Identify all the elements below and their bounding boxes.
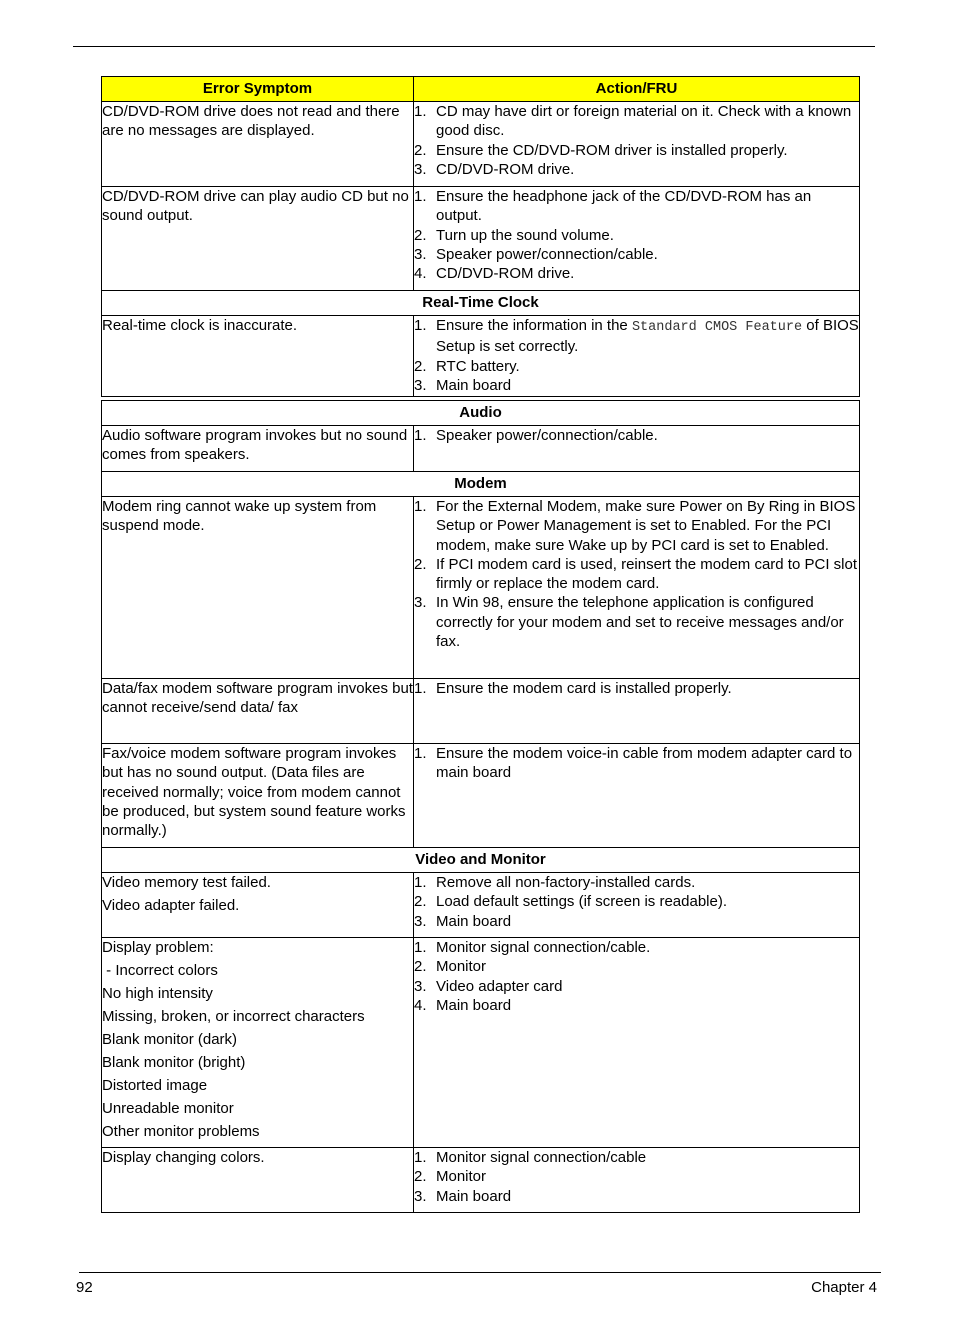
- action-list: [414, 1148, 859, 1206]
- table-row: [102, 187, 860, 291]
- symptom-cell: [102, 873, 414, 938]
- list-item: 1. Ensure the headphone jack of the CD/DVD-ROM has an output.: [414, 188, 812, 225]
- section-title-audio: Audio: [102, 401, 860, 426]
- chapter-label: Chapter 4: [811, 1279, 877, 1296]
- list-item: 3. Main board: [414, 912, 512, 930]
- list-item: 3. In Win 98, ensure the telephone application is configured correctly for your modem and set to receive messages and/or fax.: [414, 594, 844, 651]
- action-cell: [414, 938, 860, 1148]
- action-cell: [414, 316, 860, 397]
- table-row: [102, 1148, 860, 1213]
- symptom-text: Blank monitor (dark): [102, 1030, 238, 1048]
- action-cell: [414, 679, 860, 744]
- list-item: 2. Monitor: [414, 1168, 487, 1186]
- header-rule: [73, 46, 875, 47]
- list-item: 3. Main board: [414, 1187, 512, 1205]
- list-item: 3. Speaker power/connection/cable.: [414, 245, 658, 263]
- symptom-text: Missing, broken, or incorrect characters: [102, 1007, 365, 1025]
- column-header-action: Action/FRU: [414, 77, 860, 102]
- list-item: 3. CD/DVD-ROM drive.: [414, 160, 575, 178]
- table-row: [102, 744, 860, 848]
- symptom-cell: [102, 316, 414, 397]
- symptom-text: Display problem:: [102, 939, 214, 956]
- table-row: [102, 873, 860, 938]
- table-row: [102, 679, 860, 744]
- list-item: 1. For the External Modem, make sure Power on By Ring in BIOS Setup or Power Management is set to Enabled. For the PCI modem, make sure Wake up by PCI card is set to Enabled.: [414, 498, 856, 554]
- symptom-text: No high intensity: [102, 984, 213, 1002]
- symptom-text: Modem ring cannot wake up system from suspend mode.: [102, 498, 377, 535]
- symptom-cell: [102, 102, 414, 187]
- list-item: 1. Speaker power/connection/cable.: [414, 427, 658, 444]
- symptom-cell: [102, 426, 414, 472]
- action-cell: [414, 744, 860, 848]
- section-title-rtc: Real-Time Clock: [102, 291, 860, 316]
- section-row: [102, 848, 860, 873]
- table-row: [102, 938, 860, 1148]
- table-header-row: [102, 77, 860, 102]
- symptom-cell: [102, 679, 414, 744]
- action-cell: [414, 1148, 860, 1213]
- list-item: 2. Monitor: [414, 958, 487, 976]
- action-cell: [414, 102, 860, 187]
- action-cell: [414, 187, 860, 291]
- section-row: [102, 472, 860, 497]
- list-item: 3. Main board: [414, 376, 512, 394]
- symptom-text: - Incorrect colors: [102, 961, 218, 979]
- page-number: 92: [76, 1279, 93, 1296]
- symptom-text: Fax/voice modem software program invokes but has no sound output. (Data files are received normally; voice from modem cannot be produced, but system sound feature works normally.): [102, 745, 406, 840]
- action-cell: [414, 873, 860, 938]
- symptom-cell: [102, 497, 414, 679]
- list-item: 2. If PCI modem card is used, reinsert the modem card to PCI slot firmly or replace the modem card.: [414, 555, 857, 593]
- list-item: 2. RTC battery.: [414, 357, 520, 375]
- list-item: 2. Ensure the CD/DVD-ROM driver is installed properly.: [414, 141, 788, 159]
- action-list: [414, 497, 859, 651]
- symptom-text: Video adapter failed.: [102, 896, 240, 914]
- section-title-modem: Modem: [102, 472, 860, 497]
- symptom-text: Data/fax modem software program invokes but cannot receive/send data/ fax: [102, 680, 413, 717]
- bios-menu-name: Standard CMOS Feature: [631, 320, 803, 335]
- action-list: [414, 426, 859, 445]
- section-row: [102, 291, 860, 316]
- symptom-text: Audio software program invokes but no sound comes from speakers.: [102, 427, 408, 464]
- list-item: 1. Ensure the information in the Standard CMOS Feature of BIOS Setup is set correctly.: [414, 317, 859, 356]
- symptom-cell: [102, 1148, 414, 1213]
- action-list: [414, 187, 859, 283]
- symptom-text: Unreadable monitor: [102, 1099, 234, 1117]
- action-list: [414, 938, 859, 1015]
- troubleshooting-table: [101, 76, 860, 1213]
- table-row: [102, 426, 860, 472]
- list-item: 3. Video adapter card: [414, 977, 563, 995]
- column-header-symptom: Error Symptom: [102, 77, 414, 102]
- list-item: 1. Remove all non-factory-installed cards.: [414, 874, 696, 891]
- action-list: [414, 744, 859, 783]
- list-item: 2. Turn up the sound volume.: [414, 226, 614, 244]
- footer-rule: [79, 1272, 881, 1273]
- list-item: 4. CD/DVD-ROM drive.: [414, 265, 575, 283]
- symptom-text: Display changing colors.: [102, 1149, 265, 1166]
- symptom-cell: [102, 744, 414, 848]
- action-list: [414, 679, 859, 698]
- section-title-video: Video and Monitor: [102, 848, 860, 873]
- action-list: [414, 873, 859, 931]
- symptom-text: Distorted image: [102, 1076, 208, 1094]
- symptom-text: CD/DVD-ROM drive can play audio CD but no sound output.: [102, 188, 409, 225]
- list-item: 1. Monitor signal connection/cable: [414, 1149, 647, 1166]
- symptom-text: CD/DVD-ROM drive does not read and there are no messages are displayed.: [102, 103, 400, 140]
- list-item: 1. Ensure the modem voice-in cable from modem adapter card to main board: [414, 745, 853, 782]
- symptom-text: Blank monitor (bright): [102, 1053, 246, 1071]
- table-row: [102, 497, 860, 679]
- symptom-text: Video memory test failed.: [102, 874, 271, 891]
- action-list: [414, 102, 859, 179]
- action-list: [414, 316, 859, 395]
- list-item: 2. Load default settings (if screen is readable).: [414, 893, 727, 911]
- list-item: 1. Ensure the modem card is installed properly.: [414, 680, 732, 697]
- symptom-cell: [102, 187, 414, 291]
- action-cell: [414, 497, 860, 679]
- symptom-text: Real-time clock is inaccurate.: [102, 317, 298, 334]
- action-cell: [414, 426, 860, 472]
- table-row: [102, 102, 860, 187]
- symptom-cell: [102, 938, 414, 1148]
- table-row: [102, 316, 860, 397]
- list-item: 1. Monitor signal connection/cable.: [414, 939, 651, 956]
- symptom-text: Other monitor problems: [102, 1122, 260, 1140]
- section-row: [102, 401, 860, 426]
- list-item: 4. Main board: [414, 996, 512, 1014]
- list-item: 1. CD may have dirt or foreign material on it. Check with a known good disc.: [414, 103, 852, 140]
